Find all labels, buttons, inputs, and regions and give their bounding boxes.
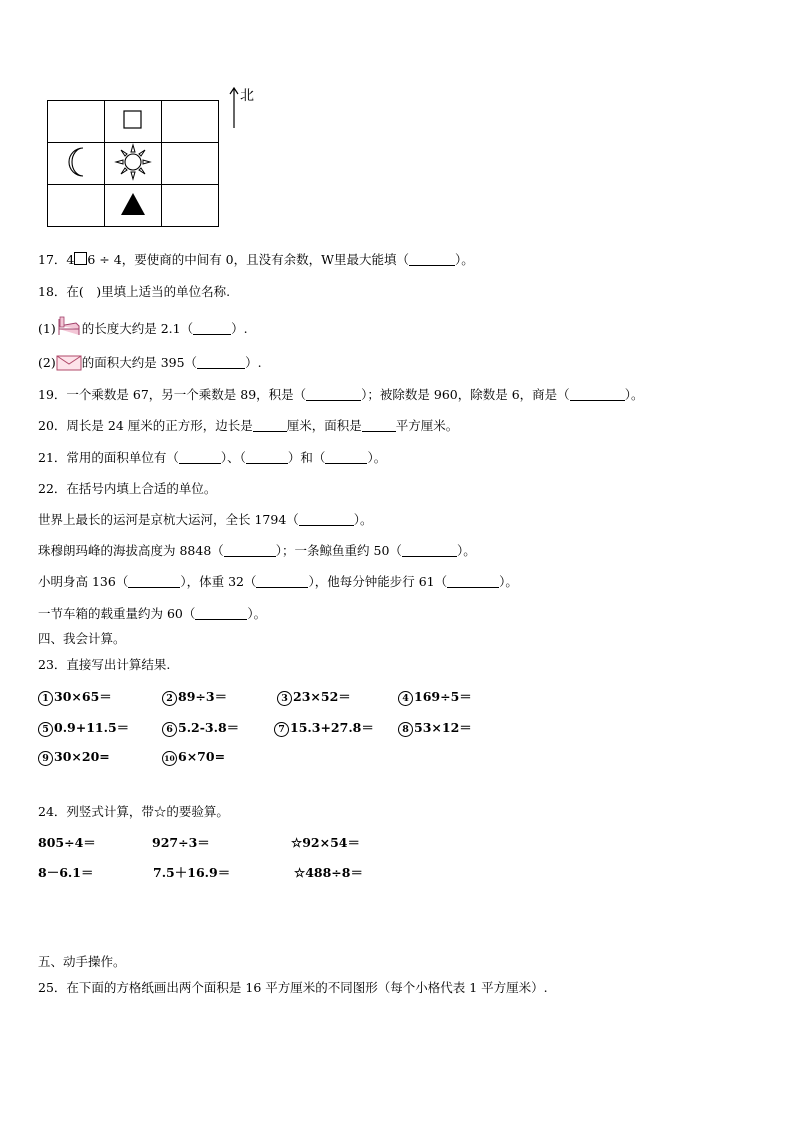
answer-blank[interactable] (402, 544, 457, 557)
item-expr: 89÷3＝ (178, 689, 228, 704)
envelope-icon (56, 355, 82, 371)
grid-cell (48, 143, 105, 185)
question-22-line4 (38, 604, 266, 622)
item-number: 9 (38, 751, 53, 766)
triangle-icon (119, 191, 147, 217)
q22-l2-text-b: ）；一条鲸鱼重约 50（ (275, 543, 402, 558)
question-18-title: 18．在( )里填上适当的单位名称. (38, 284, 231, 299)
question-25: 25．在下面的方格纸画出两个面积是 16 平方厘米的不同图形（每个小格代表 1 平方厘米）. (38, 980, 548, 995)
answer-blank[interactable] (193, 322, 231, 335)
q22-l1-text-b: ）。 (353, 512, 373, 527)
item-expr: 169÷5＝ (414, 689, 472, 704)
answer-blank[interactable] (447, 575, 499, 588)
question-20 (38, 416, 458, 434)
north-arrow-icon (229, 86, 239, 130)
question-24-title: 24．列竖式计算，带☆的要验算。 (38, 804, 229, 819)
item-number: 7 (274, 722, 289, 737)
calc-item (162, 718, 239, 737)
q20-text-b: 厘米，面积是 (286, 418, 362, 433)
vertical-calc-item: 805÷4＝ (38, 835, 96, 850)
vertical-calc-item: ☆92×54＝ (291, 835, 360, 850)
grid-cell (162, 101, 219, 143)
grid-cell (162, 143, 219, 185)
q21-text-d: ）。 (367, 450, 387, 465)
calc-item (162, 749, 225, 766)
question-18-1 (38, 315, 248, 337)
q21-text-c: ）和（ (287, 450, 326, 465)
question-22-title: 22．在括号内填上合适的单位。 (38, 481, 217, 496)
bed-icon (56, 315, 82, 337)
answer-blank[interactable] (128, 575, 180, 588)
calc-item (38, 687, 112, 706)
question-22-line2 (38, 541, 476, 559)
calc-item (38, 749, 110, 766)
calc-item (38, 718, 129, 737)
item-expr: 5.2-3.8＝ (178, 720, 240, 735)
q18-sub1-number: (1) (38, 321, 56, 336)
calc-item (398, 718, 472, 737)
grid-cell (105, 185, 162, 227)
vertical-calc-item: 8－6.1＝ (38, 865, 94, 880)
answer-blank[interactable] (224, 544, 276, 557)
q22-l3-text-b: ），体重 32（ (180, 574, 257, 589)
q22-l1-text-a: 世界上最长的运河是京杭大运河，全长 1794（ (38, 512, 299, 527)
item-expr: 53×12＝ (414, 720, 472, 735)
q17-expr-right: 6 ÷ 4 (87, 252, 122, 267)
grid-cell (105, 143, 162, 185)
question-21 (38, 448, 386, 466)
item-expr: 6×70= (178, 749, 226, 764)
answer-blank[interactable] (195, 607, 247, 620)
item-number: 2 (162, 691, 177, 706)
answer-blank[interactable] (299, 513, 354, 526)
item-expr: 23×52＝ (293, 689, 351, 704)
q22-l2-text-c: ）。 (456, 543, 476, 558)
q22-l3-text-a: 小明身高 136（ (38, 574, 129, 589)
q17-close: ）。 (454, 252, 474, 267)
answer-blank[interactable] (246, 451, 288, 464)
answer-blank[interactable] (253, 419, 287, 432)
question-22-line3 (38, 572, 518, 590)
answer-blank[interactable] (179, 451, 221, 464)
q19-text-c: ）。 (624, 387, 644, 402)
calc-item (162, 687, 227, 706)
q17-expr-left: 4 (66, 252, 75, 267)
grid-cell (48, 185, 105, 227)
q20-text-a: 20．周长是 24 厘米的正方形，边长是 (38, 418, 253, 433)
vertical-calc-item: 7.5＋16.9＝ (153, 865, 231, 880)
question-22-line1 (38, 510, 373, 528)
q18-sub1-text: 的长度大约是 2.1（ (81, 321, 194, 336)
q22-l3-text-d: ）。 (499, 574, 518, 589)
question-19 (38, 385, 643, 403)
q22-l2-text-a: 珠穆朗玛峰的海拔高度为 8848（ (38, 543, 224, 558)
q21-text-b: ）、（ (220, 450, 246, 465)
q18-sub2-text: 的面积大约是 395（ (81, 355, 198, 370)
item-number: 8 (398, 722, 413, 737)
q18-sub2-close: ）. (245, 355, 262, 370)
item-number: 6 (162, 722, 177, 737)
answer-blank[interactable] (325, 451, 367, 464)
answer-blank[interactable] (197, 356, 245, 369)
q19-text-b: ）；被除数是 960，除数是 6，商是（ (361, 387, 570, 402)
question-18-2 (38, 353, 262, 371)
symbol-grid (47, 100, 219, 227)
answer-blank[interactable] (409, 253, 455, 266)
sun-icon (114, 143, 152, 181)
q21-text-a: 21．常用的面积单位有（ (38, 450, 179, 465)
vertical-calc-item: 927÷3＝ (152, 835, 210, 850)
item-expr: 0.9+11.5＝ (54, 720, 130, 735)
q17-text: ，要使商的中间有 0，且没有余数，W里最大能填（ (121, 252, 409, 267)
item-expr: 15.3+27.8＝ (290, 720, 374, 735)
digit-box[interactable] (74, 252, 87, 265)
section-4-heading: 四、我会计算。 (38, 631, 126, 646)
calc-item (398, 687, 472, 706)
calc-item (277, 687, 351, 706)
q22-l4-text-a: 一节车箱的载重量约为 60（ (38, 606, 196, 621)
grid-cell (48, 101, 105, 143)
q18-sub1-close: ）. (231, 321, 248, 336)
question-23-title: 23．直接写出计算结果. (38, 657, 171, 672)
calc-item (274, 718, 374, 737)
item-number: 1 (38, 691, 53, 706)
item-number: 3 (277, 691, 292, 706)
north-label: 北 (240, 88, 254, 104)
answer-blank[interactable] (306, 388, 361, 401)
item-expr: 30×65＝ (54, 689, 112, 704)
square-icon (122, 109, 144, 131)
q20-text-c: 平方厘米。 (395, 418, 459, 433)
question-17 (38, 250, 474, 268)
item-expr: 30×20= (54, 749, 110, 764)
item-number: 5 (38, 722, 53, 737)
q17-number: 17． (38, 252, 67, 267)
grid-cell (105, 101, 162, 143)
q22-l3-text-c: ），他每分钟能步行 61（ (308, 574, 448, 589)
answer-blank[interactable] (362, 419, 396, 432)
q18-sub2-number: (2) (38, 355, 56, 370)
item-number: 4 (398, 691, 413, 706)
q19-text-a: 19．一个乘数是 67，另一个乘数是 89，积是（ (38, 387, 307, 402)
q22-l4-text-b: ）。 (247, 606, 267, 621)
vertical-calc-item: ☆488÷8＝ (294, 865, 363, 880)
answer-blank[interactable] (570, 388, 625, 401)
section-5-heading: 五、动手操作。 (38, 954, 126, 969)
item-number: 10 (162, 751, 177, 766)
answer-blank[interactable] (256, 575, 308, 588)
moon-icon (61, 145, 91, 179)
grid-cell (162, 185, 219, 227)
